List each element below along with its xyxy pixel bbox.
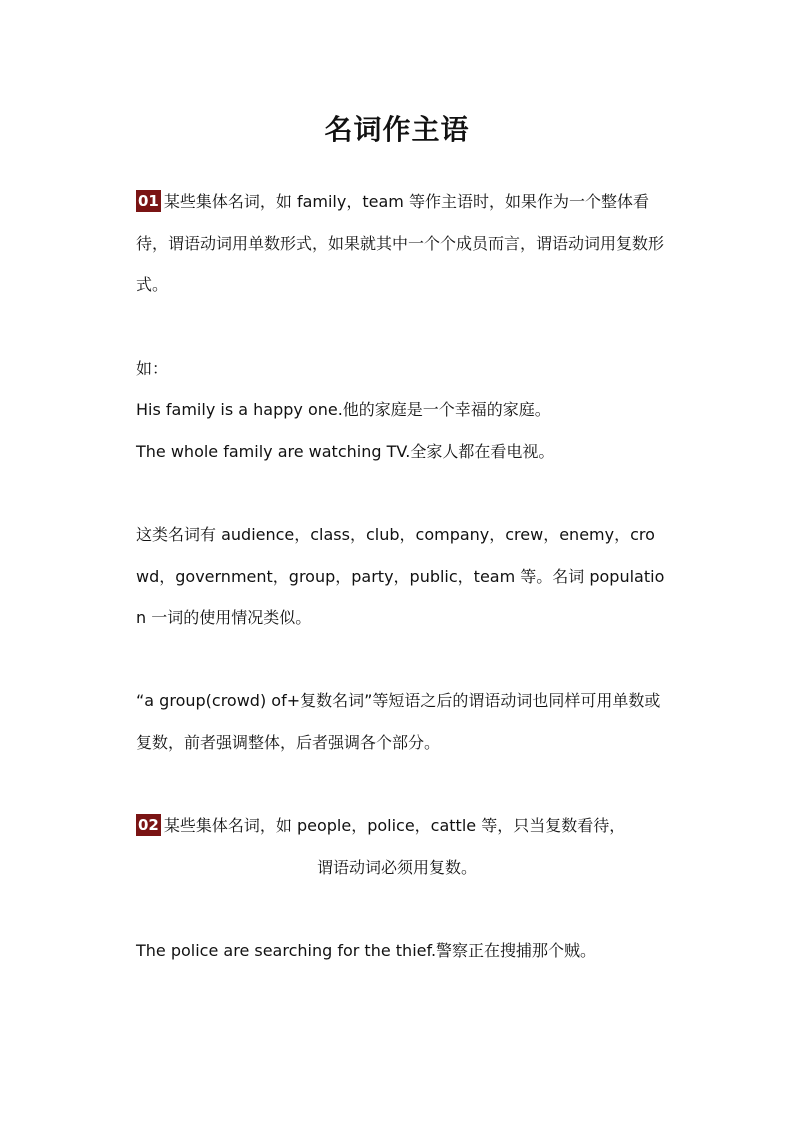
section-2-line-1 [136, 805, 676, 847]
section-1-badge: 01 [138, 192, 159, 210]
similar-nouns-paragraph: 这类名词有 audience，class，club，company，crew，enemy，crowd，government，group，party，public，team 等。名词 population 一词的使用情况类似。 [136, 525, 665, 627]
section-2-badge: 02 [138, 816, 159, 834]
phrase-note-paragraph: “a group(crowd) of+复数名词”等短语之后的谓语动词也同样可用单数或复数，前者强调整体，后者强调各个部分。 [136, 691, 661, 752]
section-2-text: 某些集体名词，如 people，police，cattle 等，只当复数看待， [163, 816, 626, 835]
section-1-text: 某些集体名词，如 family，team 等作主语时，如果作为一个整体看待，谓语动词用单数形式，如果就其中一个个成员而言，谓语动词用复数形式。 [136, 192, 665, 294]
example-label: 如： [136, 359, 169, 378]
example-sentence-1: His family is a happy one.他的家庭是一个幸福的家庭。 [136, 400, 551, 419]
section-1-paragraph [136, 181, 666, 306]
page-title: 名词作主语 [324, 113, 470, 146]
example-sentence-3: The police are searching for the thief.警察正在搜捕那个贼。 [136, 941, 597, 960]
example-sentence-2: The whole family are watching TV.全家人都在看电视。 [136, 442, 555, 461]
section-2-line-2: 谓语动词必须用复数。 [316, 858, 477, 877]
